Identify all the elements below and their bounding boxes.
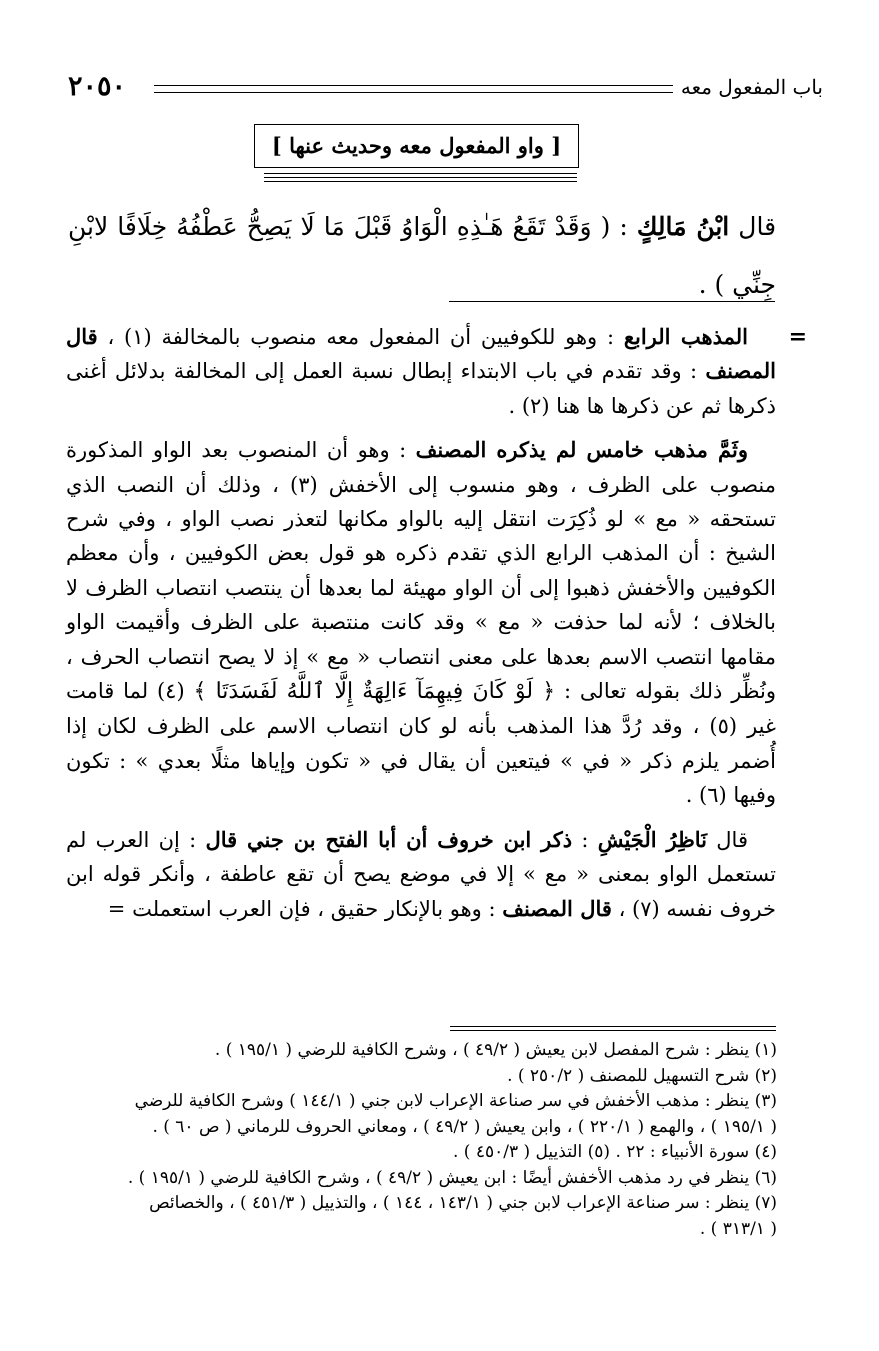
commentary — [66, 320, 776, 936]
quran-verse: ﴿ لَوْ كَانَ فِيهِمَآ ءَالِهَةٌ إِلَّا ٱللَّهُ لَفَسَدَتَا ﴾ — [193, 679, 556, 705]
commentary-paragraph — [66, 823, 776, 926]
footnote-line: (٣) ينظر : مذهب الأخفش في سر صناعة الإعراب لابن جني ( ١٤٤/١ ) وشرح الكافية للرضي — [134, 1091, 777, 1111]
footnote-line: ( ٣١٣/١ ) . — [699, 1218, 777, 1239]
bold-term: قال المصنف — [66, 324, 776, 384]
commentary-paragraph — [66, 433, 776, 812]
page-number: ٢٠٥٠ — [68, 71, 127, 102]
paragraph-text: : وهو بالإنكار حقيق ، فإن العرب استعملت = — [107, 896, 503, 921]
section-title-underline — [264, 173, 577, 185]
bold-term: وثَمَّ مذهب خامس لم يذكره المصنف — [415, 437, 748, 463]
bold-term: المذهب الرابع — [623, 324, 749, 349]
chapter-title: باب المفعول معه — [680, 75, 823, 99]
continuation-mark-top: = — [788, 324, 807, 350]
paragraph-text: : إن العرب لم تستعمل الواو بمعنى « مع » إلا في موضع يصح أن تقع عاطفة ، وأنكر قوله ابن خروف نفسه (٧) ، — [66, 827, 776, 921]
paragraph-text: : — [572, 827, 598, 852]
page-header — [56, 72, 823, 106]
footnote-line: (١) ينظر : شرح المفصل لابن يعيش ( ٤٩/٢ ) ، وشرح الكافية للرضي ( ١٩٥/١ ) . — [214, 1040, 777, 1060]
commentary-paragraph — [66, 320, 776, 423]
footnote-line: (٢) شرح التسهيل للمصنف ( ٢٥٠/٢ ) . — [507, 1065, 777, 1086]
matn-author: ابْنُ مَالِكٍ — [636, 212, 730, 241]
footnote-line: ( ١٩٥/١ ) ، والهمع ( ٢٢٠/١ ) ، وابن يعيش ( ٤٩/٢ ) ، ومعاني الحروف للرماني ( ص ٦٠ ) . — [152, 1116, 777, 1137]
bold-term: نَاظِرُ الْجَيْشِ — [597, 826, 708, 852]
paragraph-text: : وهو للكوفيين أن المفعول معه منصوب بالمخالفة (١) ، — [97, 325, 624, 349]
matn-separator — [449, 301, 775, 302]
footnote-separator — [450, 1026, 776, 1031]
header-rule — [154, 85, 673, 93]
bold-term: قال المصنف — [502, 895, 612, 921]
footnote-line: (٤) سورة الأنبياء : ٢٢ . (٥) التذييل ( ٤٥٠/٣ ) . — [452, 1142, 777, 1162]
section-title: [ واو المفعول معه وحديث عنها ] — [254, 124, 579, 168]
paragraph-text: : وهو أن المنصوب بعد الواو المذكورة منصوب على الظرف ، وهو منسوب إلى الأخفش (٣) ، وذلك أن النصب الذي تستحقه « مع » لو ذُكِرَت انتقل إليه بالواو مكانها لتعذر نصب الواو ، وفي شرح الشيخ : أن المذهب الرابع الذي تقدم ذكره هو قول بعض الكوفيين ، وأن معظم الكوفيين والأخفش ذهبوا إلى أن الواو مهيئة لما بعدها أن ينتصب انتصاب الظرف لا بالخلاف ؛ لأنه لما حذفت « مع » وقد كانت منتصبة على الظرف وأقيمت الواو مقامها انتصب الاسم بعدها على معنى انتصاب « مع » إذ لا يصح انتصاب الحرف ، ونُظِّر ذلك بقوله تعالى : — [66, 438, 777, 704]
bold-term: ذكر ابن خروف أن أبا الفتح بن جني قال — [205, 826, 573, 852]
footnote-line: (٧) ينظر : سر صناعة الإعراب لابن جني ( ١٤٣/١ ، ١٤٤ ) ، والتذييل ( ٤٥١/٣ ) ، والخصائص — [149, 1193, 777, 1213]
footnote-line: (٦) ينظر في رد مذهب الأخفش أيضًا : ابن يعيش ( ٤٩/٢ ) ، وشرح الكافية للرضي ( ١٩٥/١ ) . — [127, 1167, 777, 1188]
matn-text — [68, 198, 776, 314]
paragraph-text: (٤) لما قامت غير (٥) ، وقد رُدَّ هذا المذهب بأنه لو كان انتصاب الاسم على الظرف لكان إذا أُضمر يلزم ذكر « في » فيتعين أن يقال في « تكون وإياها مثلًا بعدي » : تكون وفيها (٦) . — [66, 679, 776, 808]
matn-body: : ( وَقَدْ تَقَعُ هَـٰذِهِ الْوَاوُ قَبْلَ مَا لَا يَصِحُّ عَطْفُهُ خِلَافًا لابْنِ جِنِّي ) . — [68, 212, 776, 299]
footnotes — [64, 1038, 777, 1242]
matn-intro: قال — [738, 212, 777, 241]
paragraph-text: قال — [707, 827, 748, 852]
paragraph-text: : وقد تقدم في باب الابتداء إبطال نسبة العمل إلى المخالفة بدلائل أغنى ذكرها ثم عن ذكرها ها هنا (٢) . — [66, 359, 776, 418]
